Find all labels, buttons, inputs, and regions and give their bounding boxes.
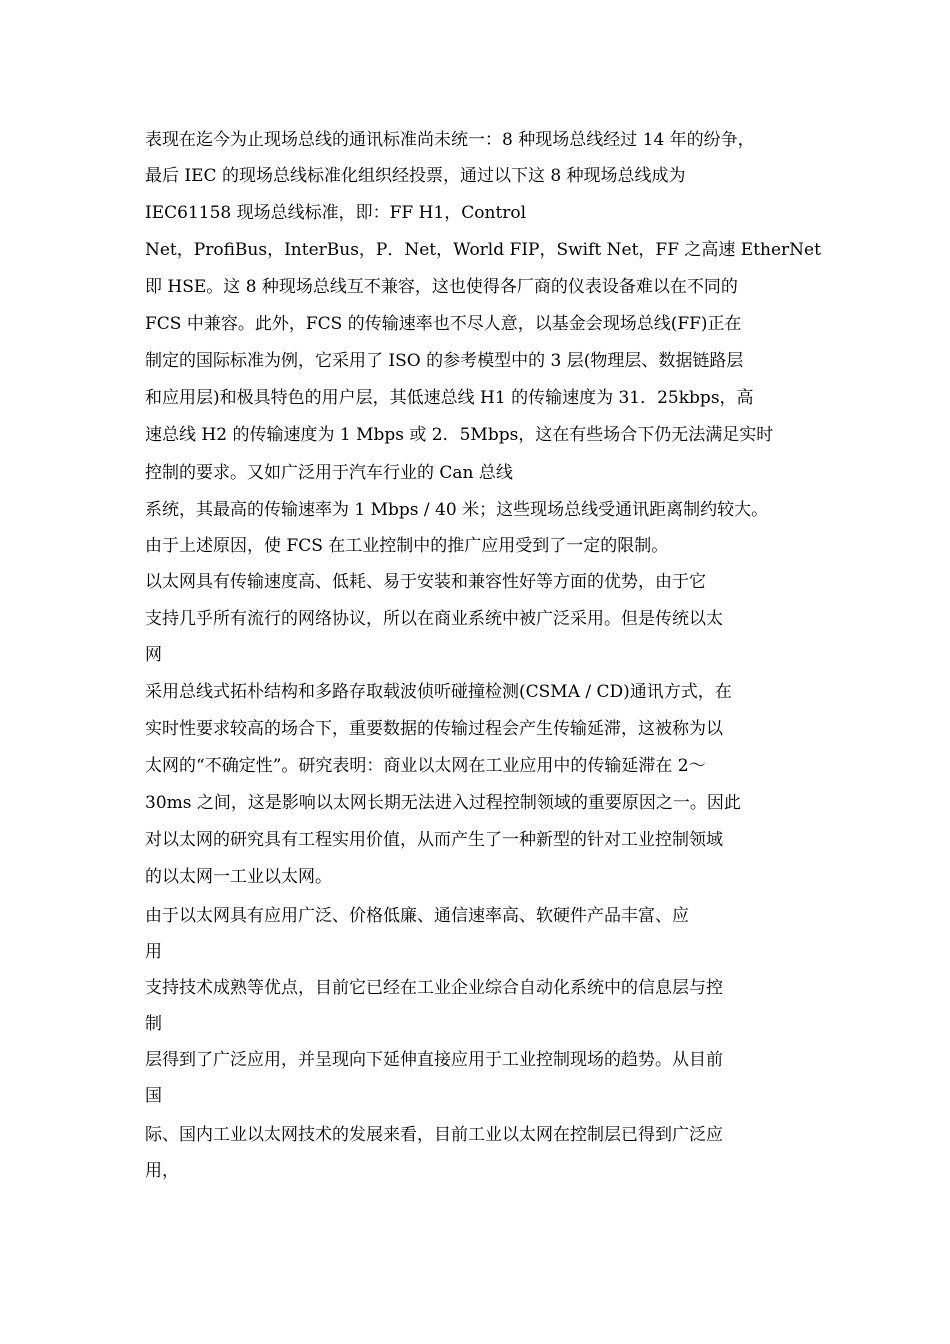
text-line: 太网的“不确定性”。研究表明：商业以太网在工业应用中的传输延滞在 2～ [145,756,706,776]
text-line: IEC61158 现场总线标准，即：FF H1，Control [145,203,527,223]
text-line: 际、国内工业以太网技术的发展来看，目前工业以太网在控制层已得到广泛应 [145,1125,723,1145]
text-line: 用 [145,942,162,962]
text-line: 采用总线式拓朴结构和多路存取载波侦听碰撞检测(CSMA / CD)通讯方式，在 [145,682,732,702]
text-line: 实时性要求较高的场合下，重要数据的传输过程会产生传输延滞，这被称为以 [145,719,723,739]
text-line: 控制的要求。又如广泛用于汽车行业的 Can 总线 [145,463,513,483]
text-line: 制 [145,1014,162,1034]
text-line: 表现在迄今为止现场总线的通讯标准尚未统一：8 种现场总线经过 14 年的纷争， [145,130,755,150]
text-line: 用， [145,1161,179,1181]
text-line: 层得到了广泛应用，并呈现向下延伸直接应用于工业控制现场的趋势。从目前 [145,1050,723,1070]
text-line: 对以太网的研究具有工程实用价值，从而产生了一种新型的针对工业控制领域 [145,830,723,850]
text-line: Net，ProfiBus，InterBus，P．Net，World FIP，Swift Net，FF 之高速 EtherNet [145,240,821,260]
text-line: 和应用层)和极具特色的用户层，其低速总线 H1 的传输速度为 31．25kbps，高 [145,388,754,408]
text-line: 30ms 之间，这是影响以太网长期无法进入过程控制领域的重要原因之一。因此 [145,793,741,813]
text-line: 国 [145,1086,162,1106]
text-line: 网 [145,645,162,665]
text-line: 制定的国际标准为例，它采用了 ISO 的参考模型中的 3 层(物理层、数据链路层 [145,351,744,371]
text-line: 由于上述原因，使 FCS 在工业控制中的推广应用受到了一定的限制。 [145,536,669,556]
text-line: 以太网具有传输速度高、低耗、易于安装和兼容性好等方面的优势，由于它 [145,572,706,592]
text-line: 由于以太网具有应用广泛、价格低廉、通信速率高、软硬件产品丰富、应 [145,906,689,926]
text-line: 的以太网一工业以太网。 [145,867,332,887]
text-line: FCS 中兼容。此外，FCS 的传输速率也不尽人意，以基金会现场总线(FF)正在 [145,314,742,334]
text-line: 最后 IEC 的现场总线标准化组织经投票，通过以下这 8 种现场总线成为 [145,166,686,186]
text-line: 支持几乎所有流行的网络协议，所以在商业系统中被广泛采用。但是传统以太 [145,609,723,629]
text-line: 即 HSE。这 8 种现场总线互不兼容，这也使得各厂商的仪表设备难以在不同的 [145,277,738,297]
text-line: 支持技术成熟等优点，目前它已经在工业企业综合自动化系统中的信息层与控 [145,978,723,998]
text-line: 系统，其最高的传输速率为 1 Mbps / 40 米；这些现场总线受通讯距离制约较大。 [145,500,769,520]
text-line: 速总线 H2 的传输速度为 1 Mbps 或 2．5Mbps，这在有些场合下仍无法满足实时 [145,425,774,445]
